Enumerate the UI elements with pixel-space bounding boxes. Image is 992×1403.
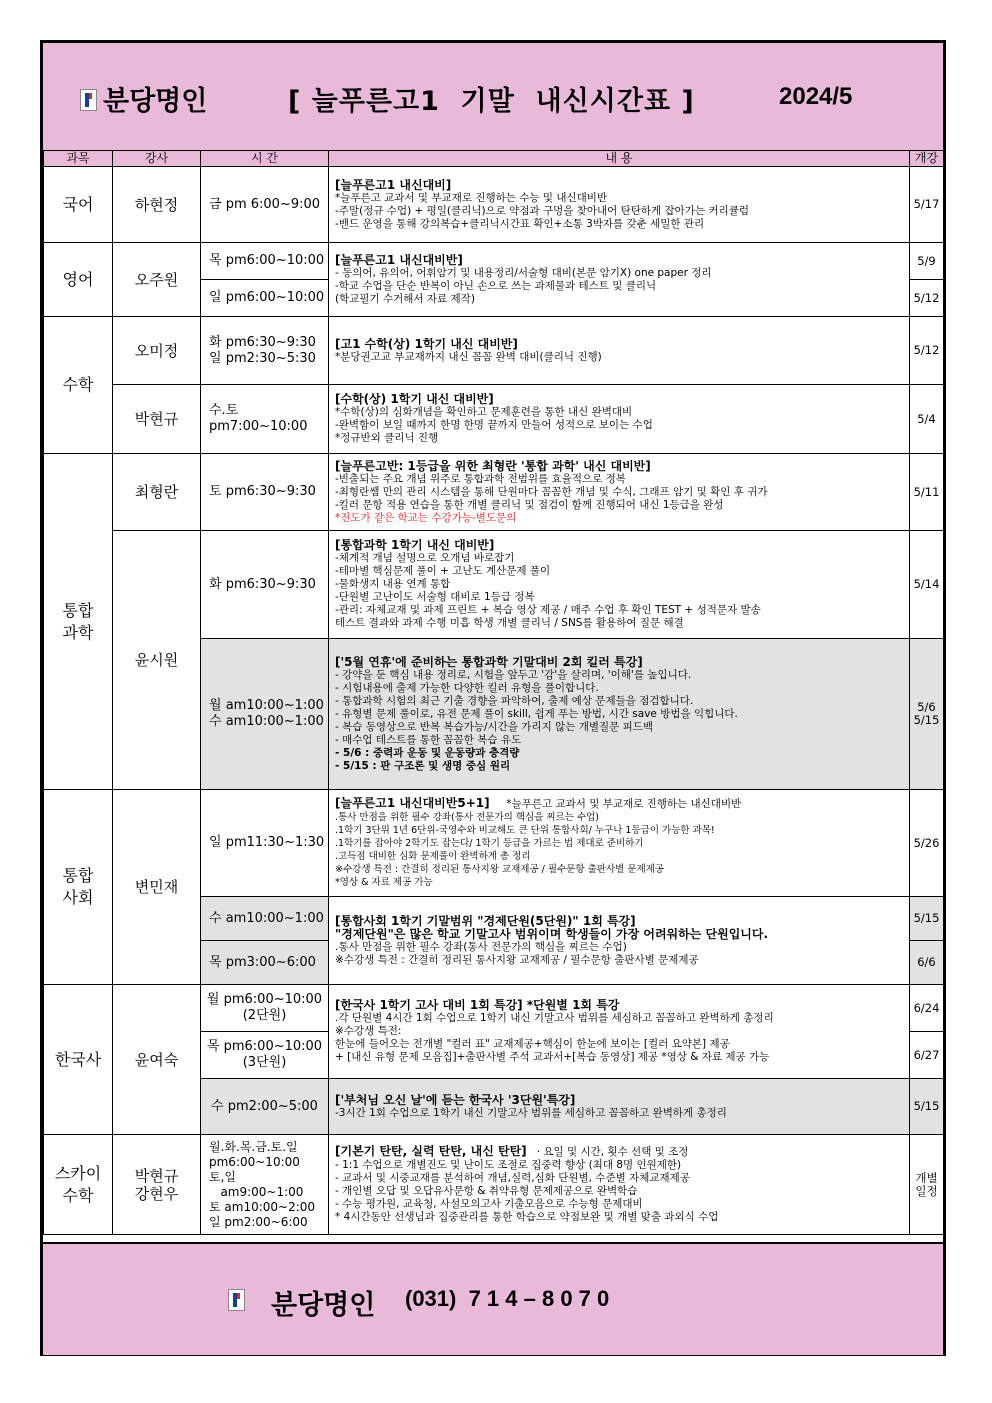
- table-row: [44, 317, 944, 385]
- subject-cell: 한국사: [44, 985, 113, 1135]
- time-cell: 수.토 pm7:00~10:00: [201, 385, 329, 454]
- time-cell: 일 pm6:00~10:00: [201, 280, 329, 317]
- table-row: [44, 243, 944, 280]
- schedule-table: [43, 150, 944, 1235]
- time-cell: 월 pm6:00~10:00 (2단원): [201, 985, 329, 1032]
- time-cell: 토 pm6:30~9:30: [201, 454, 329, 531]
- col-subject: 과목: [44, 151, 113, 167]
- open-date: 5/9: [910, 243, 944, 280]
- time-cell: 화 pm6:30~9:30: [201, 531, 329, 639]
- table-row: [44, 1135, 944, 1235]
- table-row: [44, 385, 944, 454]
- academy-logo-icon: [80, 89, 97, 111]
- open-date: 5/26: [910, 790, 944, 897]
- time-cell: 월 am10:00~1:00 수 am10:00~1:00: [201, 639, 329, 790]
- open-date: 5/15: [910, 897, 944, 941]
- table-header-row: [44, 151, 944, 167]
- content-cell: ['부처님 오신 날'에 듣는 한국사 '3단원'특강] -3시간 1회 수업으로 1학기 내신 기말고사 범위를 세심하고 꼼꼼하고 완벽하게 총정리: [329, 1079, 910, 1135]
- open-date: 5/6 5/15: [910, 639, 944, 790]
- teacher-cell: 윤여숙: [113, 985, 201, 1135]
- time-cell: 수 am10:00~1:00: [201, 897, 329, 941]
- teacher-cell: 박현규 강현우: [113, 1135, 201, 1235]
- content-cell: [늘푸른고반: 1등급을 위한 최형란 '통합 과학' 내신 대비반] -빈출되는 주요 개념 위주로 통합과학 전범위를 효율적으로 정복 -최형란쌤 만의 관리 시스템을 통해 단원마다 꼼꼼한 개념 및 수식, 그래프 암기 및 확인 후 귀가 -킬러 문항 적용 연습을 통한 개별 클리닉 및 점검이 함께 진행되어 내신 1등급을 완성 *진도가 같은 학교는 수강가능-별도문의: [329, 454, 910, 531]
- time-cell: 목 pm6:00~10:00: [201, 243, 329, 280]
- time-cell: 일 pm11:30~1:30: [201, 790, 329, 897]
- open-date: 5/15: [910, 1079, 944, 1135]
- col-open: 개강: [910, 151, 944, 167]
- footer: [43, 1242, 943, 1355]
- open-date: 5/14: [910, 531, 944, 639]
- content-cell: [늘푸른고1 내신대비반] - 동의어, 유의어, 어휘암기 및 내용정리/서술형 대비(본문 암기X) one paper 정리 -학교 수업을 단순 반복이 아닌 손으로 쓰는 과제물과 테스트 및 클리닉 (학교필기 수거해서 자료 제작): [329, 243, 910, 317]
- teacher-cell: 변민재: [113, 790, 201, 985]
- footer-phone: (031) 7 1 4 – 8 0 7 0: [405, 1286, 610, 1311]
- table-row: [44, 985, 944, 1032]
- subject-cell: 통합 과학: [44, 454, 113, 790]
- table-row: [44, 790, 944, 897]
- timetable-document: [40, 40, 946, 1356]
- col-teacher: 강사: [113, 151, 201, 167]
- teacher-cell: 최형란: [113, 454, 201, 531]
- open-date: 6/6: [910, 941, 944, 985]
- subject-cell: 통합 사회: [44, 790, 113, 985]
- time-cell: 수 pm2:00~5:00: [201, 1079, 329, 1135]
- time-cell: 월.화.목.금.토.일 pm6:00~10:00 토,일 am9:00~1:00 토 am10:00~2:00 일 pm2:00~6:00: [201, 1135, 329, 1235]
- header: [43, 43, 943, 152]
- time-cell: 목 pm3:00~6:00: [201, 941, 329, 985]
- time-cell: 화 pm6:30~9:30 일 pm2:30~5:30: [201, 317, 329, 385]
- content-cell: [늘푸른고1 내신대비] *늘푸른고 교과서 및 부교재로 진행하는 수능 및 내신대비반 -주말(정규 수업) + 평일(클리닉)으로 약점과 구멍을 찾아내어 탄탄하게 잡아가는 커리큘럼 -밴드 운영을 통해 강의복습+클리닉시간표 확인+소통 3박자를 갖춘 세밀한 관리: [329, 167, 910, 243]
- time-cell: 목 pm6:00~10:00 (3단원): [201, 1032, 329, 1079]
- subject-cell: 수학: [44, 317, 113, 454]
- time-cell: 금 pm 6:00~9:00: [201, 167, 329, 243]
- document-date: 2024/5: [779, 83, 853, 110]
- table-row: [44, 454, 944, 531]
- col-time: 시 간: [201, 151, 329, 167]
- subject-cell: 스카이 수학: [44, 1135, 113, 1235]
- subject-cell: 국어: [44, 167, 113, 243]
- academy-logo-icon: [228, 1289, 245, 1311]
- teacher-cell: 윤시원: [113, 531, 201, 790]
- open-date: 5/17: [910, 167, 944, 243]
- content-cell: [통합사회 1학기 기말범위 "경제단원(5단원)" 1회 특강] "경제단원"은 많은 학교 기말고사 범위이며 학생들이 가장 어려워하는 단원입니다. .통사 만점을 위한 필수 강좌(통사 전문가의 핵심을 찌르는 수업) ※수강생 특전 : 간결히 정리된 통사지왕 교재제공 / 필수문항 출판사별 문제제공: [329, 897, 910, 985]
- content-cell: [고1 수학(상) 1학기 내신 대비반] *분당권고교 부교재까지 내신 꼼꼼 완벽 대비(클리닉 진행): [329, 317, 910, 385]
- open-date: 5/11: [910, 454, 944, 531]
- teacher-cell: 오미정: [113, 317, 201, 385]
- open-date: 5/4: [910, 385, 944, 454]
- brand-name: 분당명인: [103, 86, 208, 117]
- content-cell: [한국사 1학기 고사 대비 1회 특강] *단원별 1회 특강 .각 단원별 4시간 1회 수업으로 1학기 내신 기말고사 범위를 세심하고 꼼꼼하고 완벽하게 총정리 ※수강생 특전: 한눈에 들어오는 전개별 "컬러 표" 교재제공+핵심이 한눈에 보이는 [컬러 요약본] 제공 + [내신 유형 문제 모음집]+출판사별 주석 교과서+[복습 동영상] 제공 *영상 & 자료 제공 가능: [329, 985, 910, 1079]
- document-title: [ 늘푸른고1 기말 내신시간표 ]: [288, 86, 695, 117]
- teacher-cell: 하현정: [113, 167, 201, 243]
- teacher-cell: 오주원: [113, 243, 201, 317]
- open-date: 6/27: [910, 1032, 944, 1079]
- content-cell: [늘푸른고1 내신대비반5+1] *늘푸른고 교과서 및 부교재로 진행하는 내신대비반 .통사 만점을 위한 필수 강좌(통사 전문가의 핵심을 찌르는 수업) .1학기 3단위 1년 6단위-국영수와 비교해도 큰 단위 통합사회/ 누구나 1등급이 가능한 과목! .1학기를 잡아야 2학기도 잡는다/ 1학기 등급을 가르는 법 제대로 준비하기 .고득점 대비한 심화 문제풀이 완벽하게 총 정리 ※수강생 특전 : 간결히 정리된 통사지왕 교재제공 / 필수문항 출판사별 문제제공 *영상 & 자료 제공 가능: [329, 790, 910, 897]
- content-cell: [기본기 탄탄, 실력 탄탄, 내신 탄탄] · 요일 및 시간, 횟수 선택 및 조정 - 1:1 수업으로 개별진도 및 난이도 조절로 집중력 향상 (최대 8명 인원제한) - 교과서 및 시중교재를 분석하여 개념,실력,심화 단원별, 수준별 자체교재제공 - 개인별 오답 및 오답유사문항 & 취약유형 문제제공으로 완벽학습 - 수능 평가원, 교육청, 사설모의고사 기출모음으로 수능형 문제대비 * 4시간동안 선생님과 집중관리를 통한 학습으로 약점보완 및 개별 맞춤 과외식 수업: [329, 1135, 910, 1235]
- table-row: [44, 531, 944, 639]
- footer-brand: 분당명인: [271, 1290, 376, 1321]
- content-cell: ['5월 연휴'에 준비하는 통합과학 기말대비 2회 킬러 특강] - 강약을 둔 핵심 내용 정리로, 시험을 앞두고 '감'을 살리며, '이해'를 높입니다. - 시험내용에 출제 가능한 다양한 킬러 유형을 풀이합니다. - 통합과학 시험의 최근 기출 경향을 파악하여, 출제 예상 문제들을 점검합니다. - 유형별 문제 풀이로, 유전 문제 풀이 skill, 쉽게 푸는 방법, 시간 save 방법을 익힙니다. - 복습 동영상으로 반복 복습가능/시간을 가리지 않는 개별질문 피드백 - 매수업 테스트를 통한 꼼꼼한 복습 유도 - 5/6 : 중력과 운동 및 운동량과 충격량 - 5/15 : 판 구조론 및 생명 중심 원리: [329, 639, 910, 790]
- table-row: [44, 167, 944, 243]
- subject-cell: 영어: [44, 243, 113, 317]
- open-date: 개별 일정: [910, 1135, 944, 1235]
- open-date: 6/24: [910, 985, 944, 1032]
- content-cell: [수학(상) 1학기 내신 대비반] *수학(상)의 심화개념을 확인하고 문제훈련을 통한 내신 완벽대비 -완벽함이 보일 때까지 한명 한명 끝까지 만들어 성적으로 보이는 수업 *정규반외 클리닉 진행: [329, 385, 910, 454]
- content-cell: [통합과학 1학기 내신 대비반] -체계적 개념 설명으로 오개념 바로잡기 -테마별 핵심문제 풀이 + 고난도 계산문제 풀이 -물화생지 내용 연계 통합 -단원별 고난이도 서술형 대비로 1등급 정복 -관리: 자체교재 및 과제 프린트 + 복습 영상 제공 / 매주 수업 후 확인 TEST + 성적문자 발송 테스트 결과와 과제 수행 미흡 학생 개별 클리닉 / SNS를 활용하여 질문 해결: [329, 531, 910, 639]
- open-date: 5/12: [910, 280, 944, 317]
- open-date: 5/12: [910, 317, 944, 385]
- teacher-cell: 박현규: [113, 385, 201, 454]
- col-content: 내 용: [329, 151, 910, 167]
